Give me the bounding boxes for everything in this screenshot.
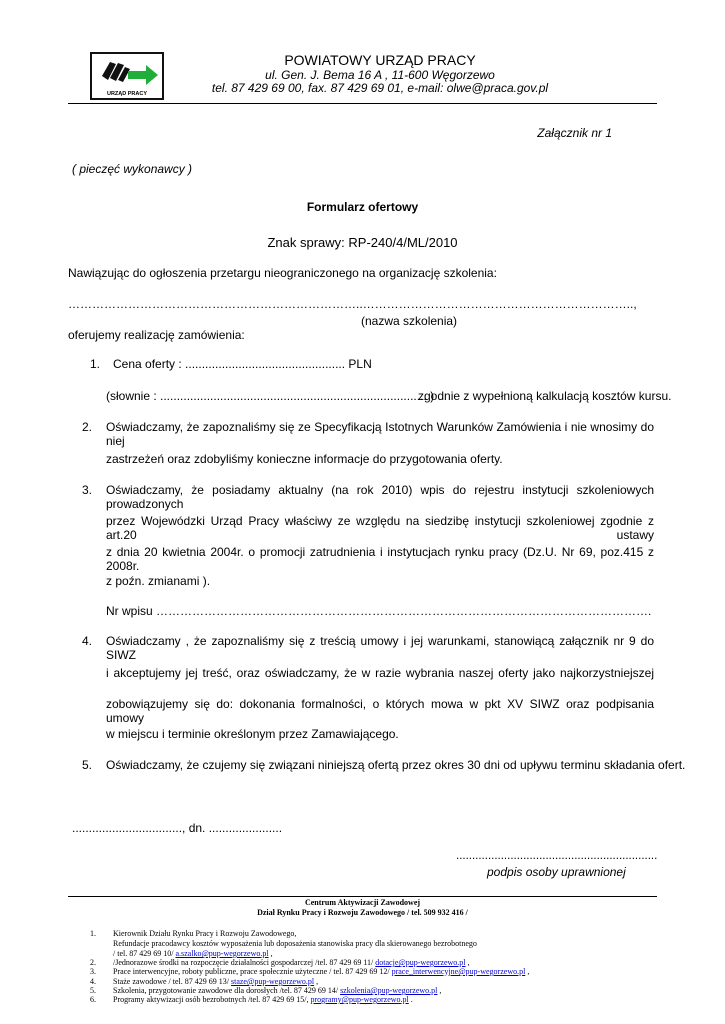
statement-line: Oświadczamy , że zapoznaliśmy się z treścią umowy i jej warunkami, stanowiącą załącznik nr 9 do SIWZ bbox=[106, 634, 654, 662]
training-name-label: (nazwa szkolenia) bbox=[361, 314, 458, 328]
footer-email-link[interactable]: szkolenia@pup-wegorzewo.pl bbox=[340, 986, 438, 995]
footer-center-title: Centrum Aktywizacji Zawodowej bbox=[304, 898, 421, 907]
footer-entry bbox=[113, 958, 470, 967]
signature-label: podpis osoby uprawnionej bbox=[487, 865, 626, 879]
price-note: zgodnie z wypełnioną kalkulacją kosztów kursu. bbox=[418, 389, 672, 403]
footer-entry-tail: , bbox=[527, 967, 530, 976]
footer-entry-text: Programy aktywizacji osób bezrobotnych /tel. 87 429 69 15/, bbox=[113, 995, 309, 1004]
statement-line: Oświadczamy, że posiadamy aktualny (na rok 2010) wpis do rejestru instytucji szkoleniowych prowadzonych bbox=[106, 483, 654, 511]
training-dots-line: ………………………………………………………………..………………………………………………………….., bbox=[68, 297, 637, 311]
footer-entry-number: 1. bbox=[90, 929, 96, 938]
place-date-line: ................................., dn. ...................... bbox=[72, 821, 283, 835]
footer-entry-text: /Jednorazowe środki na rozpoczęcie działalności gospodarczej /tel. 87 429 69 11/ bbox=[113, 958, 374, 967]
statement-line: Oświadczamy, że czujemy się związani niniejszą ofertą przez okres 30 dni od upływu terminu składania ofert. bbox=[106, 758, 686, 772]
attachment-label: Załącznik nr 1 bbox=[537, 126, 612, 140]
footer-entry-tail: . bbox=[410, 995, 413, 1004]
footer-entry bbox=[113, 986, 441, 995]
office-logo bbox=[90, 52, 164, 100]
signature-dots: ............................................................... bbox=[456, 850, 658, 862]
logo-caption: URZĄD PRACY bbox=[106, 91, 148, 97]
header-divider bbox=[68, 103, 657, 104]
case-number: RP-240/4/ML/2010 bbox=[348, 235, 458, 250]
footer-entry-text: Refundacje pracodawcy kosztów wyposażenia lub doposażenia stanowiska pracy dla skierowanego bezrobotnego bbox=[113, 939, 477, 948]
footer-entry bbox=[113, 977, 318, 986]
statement-line: zastrzeżeń oraz zdobyliśmy konieczne informacje do przygotowania oferty. bbox=[106, 452, 503, 466]
footer-entry bbox=[113, 995, 413, 1004]
footer-department: Dział Rynku Pracy i Rozwoju Zawodowego / tel. 509 932 416 / bbox=[257, 908, 468, 917]
office-title: POWIATOWY URZĄD PRACY bbox=[284, 52, 476, 68]
footer-entry-text: Szkolenia, przygotowanie zawodowe dla dorosłych /tel. 87 429 69 14/ bbox=[113, 986, 339, 995]
intro-text: Nawiązując do ogłoszenia przetargu nieograniczonego na organizację szkolenia: bbox=[68, 266, 497, 280]
footer-entry-number: 5. bbox=[90, 986, 96, 995]
footer-email-link[interactable]: programy@pup-wegorzewo.pl bbox=[310, 995, 409, 1004]
office-contact: tel. 87 429 69 00, fax. 87 429 69 01, e-mail: olwe@praca.gov.pl bbox=[211, 81, 549, 95]
footer-entry-tail: , bbox=[439, 986, 442, 995]
footer-email-link[interactable]: staze@pup-wegorzewo.pl bbox=[230, 977, 315, 986]
footer-entry-text: Kierownik Działu Rynku Pracy i Rozwoju Zawodowego, bbox=[113, 929, 297, 938]
footer-entry bbox=[113, 967, 529, 976]
registry-number-line: Nr wpisu ……………………………………………………………………………………………………………. bbox=[106, 604, 652, 618]
stamp-label: ( pieczęć wykonawcy ) bbox=[72, 162, 193, 176]
case-reference bbox=[0, 235, 725, 250]
footer-entry-text: / tel. 87 429 69 10/ bbox=[113, 949, 174, 958]
statement-line: Oświadczamy, że zapoznaliśmy się ze Specyfikacją Istotnych Warunków Zamówienia i nie wnosimy do niej bbox=[106, 420, 654, 448]
footer-entry-number: 2. bbox=[90, 958, 96, 967]
footer-entry-text: Staże zawodowe / tel. 87 429 69 13/ bbox=[113, 977, 229, 986]
item-number: 2. bbox=[82, 420, 93, 434]
footer-email-link[interactable]: prace_interwencyjne@pup-wegorzewo.pl bbox=[391, 967, 526, 976]
footer-entry bbox=[113, 949, 273, 958]
price-line: Cena oferty : ................................................ PLN bbox=[113, 357, 372, 371]
footer-divider bbox=[68, 896, 657, 897]
footer-entry-number: 6. bbox=[90, 995, 96, 1004]
office-address: ul. Gen. J. Bema 16 A , 11-600 Węgorzewo bbox=[265, 68, 495, 82]
footer-entry-tail: , bbox=[467, 958, 470, 967]
item-number: 1. bbox=[90, 357, 101, 371]
form-title: Formularz ofertowy bbox=[306, 200, 419, 214]
footer-entry-tail: , bbox=[270, 949, 273, 958]
footer-email-link[interactable]: a.szalko@pup-wegorzewo.pl bbox=[175, 949, 269, 958]
footer-entry-number: 4. bbox=[90, 977, 96, 986]
item-number: 3. bbox=[82, 483, 93, 497]
statement-line: przez Wojewódzki Urząd Pracy właściwy ze względu na siedzibę instytucji szkoleniowej zgodnie z art.20 ustawy bbox=[106, 514, 654, 542]
statement-line: z poźn. zmianami ). bbox=[106, 574, 211, 588]
footer-entry-number: 3. bbox=[90, 967, 96, 976]
price-in-words: (słownie : ................................................................................ ) bbox=[106, 389, 435, 403]
offer-line: oferujemy realizację zamówienia: bbox=[68, 328, 245, 342]
statement-line: i akceptujemy jej treść, oraz oświadczamy, że w razie wybrania naszej oferty jako najkorzystniejszej bbox=[106, 666, 654, 680]
item-number: 4. bbox=[82, 634, 93, 648]
footer-email-link[interactable]: dotacje@pup-wegorzewo.pl bbox=[375, 958, 466, 967]
case-label: Znak sprawy: bbox=[267, 235, 345, 250]
statement-line: w miejscu i terminie określonym przez Zamawiającego. bbox=[106, 727, 399, 741]
statement-line: zobowiązujemy się do: dokonania formalności, o których mowa w pkt XV SIWZ oraz podpisania umowy bbox=[106, 697, 654, 725]
footer-entry-text: Prace interwencyjne, roboty publiczne, prace społecznie użyteczne / tel. 87 429 69 12/ bbox=[113, 967, 390, 976]
footer-entry-tail: , bbox=[316, 977, 319, 986]
statement-line: z dnia 20 kwietnia 2004r. o promocji zatrudnienia i instytucjach rynku pracy (Dz.U. Nr 69, poz.415 z 2008r. bbox=[106, 545, 654, 573]
item-number: 5. bbox=[82, 758, 93, 772]
